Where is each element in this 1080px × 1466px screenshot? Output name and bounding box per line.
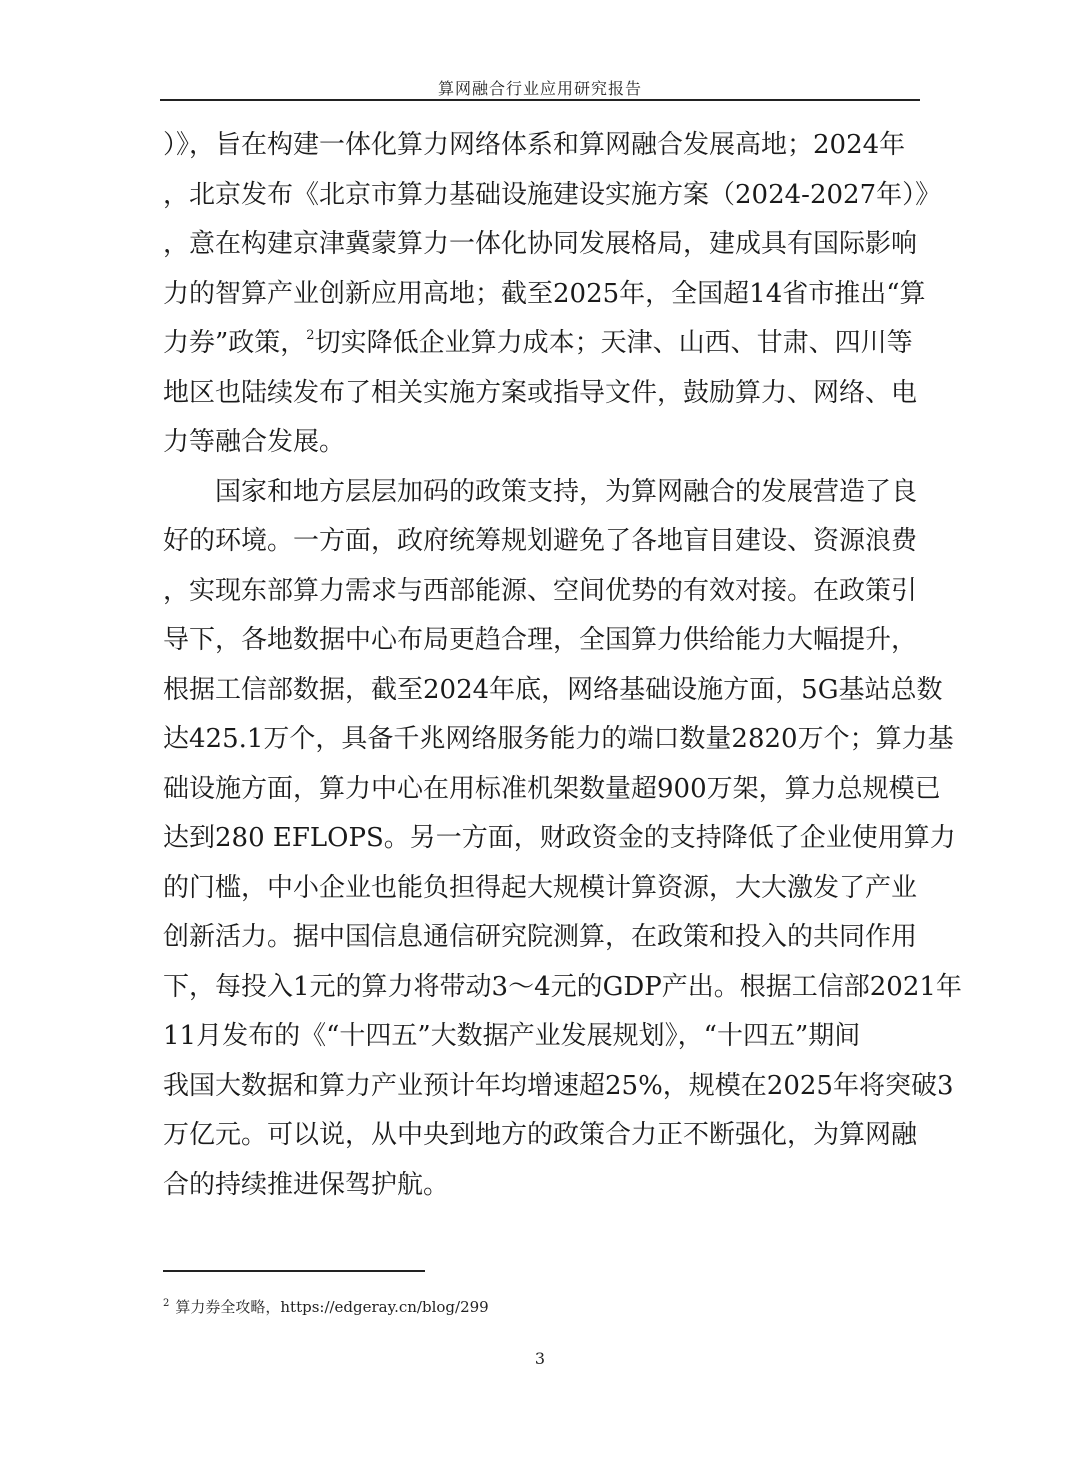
header-rule <box>160 99 920 101</box>
footnote-reference[interactable]: 2 <box>306 328 315 343</box>
text-line: 地区也陆续发布了相关实施方案或指导文件，鼓励算力、网络、电 <box>163 377 918 408</box>
text-line: 的门槛，中小企业也能负担得起大规模计算资源，大大激发了产业 <box>163 872 918 903</box>
text-line: 力等融合发展。 <box>163 427 346 457</box>
text-line: 达到280 EFLOPS。另一方面，财政资金的支持降低了企业使用算力 <box>163 823 956 853</box>
footnote-text[interactable]: 算力券全攻略，https://edgeray.cn/blog/299 <box>175 1298 489 1316</box>
text-line: 国家和地方层层加码的政策支持，为算网融合的发展营造了良 <box>215 476 918 507</box>
text-line-with-footnote <box>163 319 913 369</box>
text-line: 下，每投入1元的算力将带动3～4元的GDP产出。根据工信部2021年 <box>163 971 962 1002</box>
text-segment: 切实降低企业算力成本；天津、山西、甘肃、四川等 <box>314 328 913 358</box>
text-segment: 力券”政策， <box>163 328 307 358</box>
footnote-separator <box>163 1270 425 1272</box>
footnote-number: 2 <box>163 1298 170 1309</box>
text-line: 础设施方面，算力中心在用标准机架数量超900万架，算力总规模已 <box>163 773 941 804</box>
text-line: 根据工信部数据，截至2024年底，网络基础设施方面，5G基站总数 <box>163 674 943 705</box>
text-line: ，意在构建京津冀蒙算力一体化协同发展格局，建成具有国际影响 <box>163 229 918 259</box>
text-line: ，实现东部算力需求与西部能源、空间优势的有效对接。在政策引 <box>163 575 918 606</box>
paragraph-2 <box>163 468 962 1211</box>
text-line: 万亿元。可以说，从中央到地方的政策合力正不断强化，为算网融 <box>163 1120 918 1150</box>
text-line: 创新活力。据中国信息通信研究院测算，在政策和投入的共同作用 <box>163 922 918 952</box>
page-number: 3 <box>534 1349 546 1368</box>
text-line: 导下，各地数据中心布局更趋合理，全国算力供给能力大幅提升， <box>163 625 918 655</box>
running-header: 算网融合行业应用研究报告 <box>437 79 642 98</box>
text-line: 好的环境。一方面，政府统筹规划避免了各地盲目建设、资源浪费 <box>163 526 918 556</box>
text-line: 达425.1万个，具备千兆网络服务能力的端口数量2820万个；算力基 <box>163 724 954 754</box>
text-line: 合的持续推进保驾护航。 <box>163 1169 450 1200</box>
text-line: ）》，旨在构建一体化算力网络体系和算网融合发展高地；2024年 <box>163 130 906 160</box>
text-line: 力的智算产业创新应用高地；截至2025年，全国超14省市推出“算 <box>163 278 926 309</box>
text-line: ，北京发布《北京市算力基础设施建设实施方案（2024-2027年）》 <box>163 179 942 210</box>
paragraph-1 <box>163 121 942 468</box>
text-line: 我国大数据和算力产业预计年均增速超25%，规模在2025年将突破3 <box>163 1070 954 1101</box>
body-text <box>163 121 962 1210</box>
footnote <box>163 1296 489 1317</box>
text-line: 11月发布的《“十四五”大数据产业发展规划》，“十四五”期间 <box>163 1021 861 1051</box>
